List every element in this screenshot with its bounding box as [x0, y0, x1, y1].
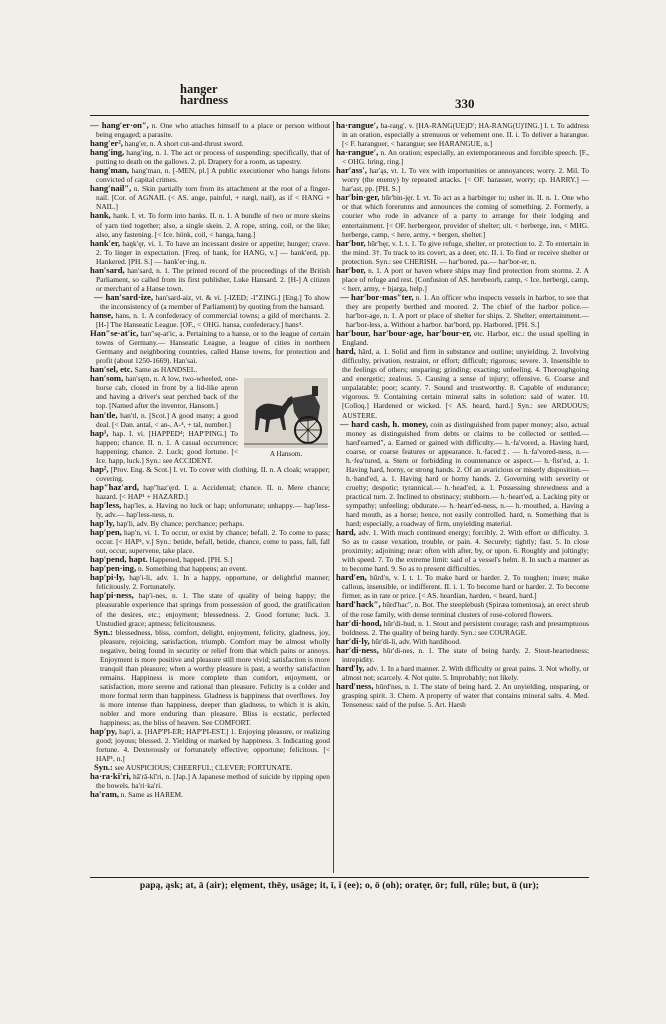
header-rule [90, 115, 589, 116]
headword: hap′pend, hapt. [90, 554, 148, 565]
headword: hanse, [90, 309, 114, 320]
headword: — hard cash, h. money, [340, 418, 428, 429]
headword: hap′pen, [90, 527, 122, 538]
definition: n. 1. A port or haven where ships may find protection from storms. 2. A place of refuge and rest. [Confusion of AS. herebeorh, camp, < Ice. herbergi, camp, < herr, army, + bjarga, help.] [342, 265, 589, 293]
definition: han″sę-at′ic, a. Pertaining to a hanse, or to the league of certain towns of Germany.— Hanseatic League, a league of cities in northern Germany and neighboring countries, called Hanse towns, for protection and profit (about 1250-1669). Han′sai. [96, 329, 330, 366]
headword: hap″haz′ard, [90, 481, 139, 492]
headword: hap², [90, 463, 109, 474]
definition: hap′les, a. Having no luck or hap; unfortunate; unhappy.— hap′less-ly, adv.— hap′less-ness, n. [96, 500, 330, 520]
headword: ha·ra·ki′ri, [90, 771, 131, 782]
dictionary-entry [90, 166, 330, 184]
headword: Syn.: [94, 762, 113, 773]
definition: hap′i-li, adv. 1. In a happy, opportune, or delightful manner; felicitously. 2. Fortunately. [96, 573, 330, 592]
headword: hard′ness, [336, 680, 374, 691]
figure-caption: A Hansom. [269, 450, 303, 459]
definition: adv. 1. With much continued energy; forcibly. 2. With effort or difficulty. 3. So as to cause vexation, trouble, or pain. 4. Securely; tightly; fast. 5. In close proximity; adjoining; near: often with after, by, or upon. 6. Roughly and joltingly; with speed. 7. To the extreme limit: said of a vessel's helm. 8. In such a manner as to become hard. 9. So as to present difficulties. [342, 528, 589, 574]
definition: hūr′bęr, v. I. t. 1. To give refuge, shelter, or protection to. 2. To entertain in the mind. 3†. To track to its covert, as a deer, etc. II. i. To find or receive shelter or protection. Syn.: see CHERISH. — har′bored, pa.— har′bor-er, n. [342, 238, 589, 266]
definition: hūr′di-li, adv. With hardihood. [371, 636, 461, 646]
definition: hank. I. vt. To form into hanks. II. n. 1. A bundle of two or more skeins of yarn tied together; also, a single skein. 2. A rope, string, coil, or the like; also, any fastening. [< Ice. hönk, coil, < hanga, hang.] [96, 211, 330, 239]
definition: n. Same as HAREM. [120, 790, 183, 800]
definition: hūr′di-hud, n. 1. Stout and persistent courage; rash and presumptuous boldness. 2. The quality of being hardy. Syn.: see COURAGE. [342, 618, 589, 637]
dictionary-entry [336, 239, 589, 266]
definition: hūrd′nes, n. 1. The state of being hard. 2. An unyielding, unsparing, or grasping spirit. 3. Chem. A property of water that contains mineral salts. 4. Med. Tenseness: said of the pulse. 5. Art. Harsh [342, 681, 589, 709]
dictionary-entry [336, 121, 589, 148]
dictionary-entry [90, 293, 330, 311]
dictionary-entry [90, 311, 330, 329]
headword: hap′less, [90, 499, 122, 510]
headword: hard, [336, 527, 356, 538]
definition: adv. 1. In a hard manner. 2. With difficulty or great pains. 3. Not wholly, or almost not; scarcely. 4. Not quite. 5. Improbably; not likely. [342, 663, 589, 682]
dictionary-entry [336, 528, 589, 573]
headword: — har′bor·mas″ter, [340, 291, 414, 302]
definition: han′sard-aiz, vt. & vi. [-IZED; -I″ZING.] [Eng.] To show the inconsistency of (a member of Parliament) by quoting from the hansard. [100, 292, 330, 311]
dictionary-entry [90, 528, 330, 555]
definition: haŋk′ęr, vi. 1. To have an incessant desire or appetite; hunger; crave. 2. To linger in expectation. [Freq. of hank, for HANG, v.] — hank′erd, pp. Hankered. [PH. S.] — hank′er·ing, n. [96, 238, 330, 266]
dictionary-entry [336, 347, 589, 419]
headword: har′bour, har′bour·age, har′bour·er, [336, 328, 472, 339]
dictionary-entry [90, 121, 330, 139]
definition: n. One who attaches himself to a place or person without being engaged; a parasite. [96, 121, 330, 140]
left-column [90, 121, 330, 876]
headword: har′ass′, [336, 165, 367, 176]
dictionary-entry [90, 211, 330, 238]
definition: hang′er, n. A short cut-and-thrust sword. [124, 139, 244, 149]
headword: hap′ly, [90, 518, 115, 529]
dictionary-entry [90, 266, 330, 293]
headword: hap′pen·ing, [90, 563, 137, 574]
headword: hank′er, [90, 237, 121, 248]
dictionary-entry [90, 148, 330, 166]
definition: han′sard, n. 1. The printed record of the proceedings of the British Parliament, so called from its first publisher, Luke Hansard. 2. [H-] A citizen or merchant of a Hanse town. [96, 265, 330, 293]
definition: hārd, a. 1. Solid and firm in substance and outline; unyielding. 2. Involving difficulty, privation, restraint, or effort; difficult; rigorous; severe. 3. Insensible to the feelings of others; unsparing; grinding; exacting; unfeeling. 4. Thoroughgoing and energetic; zealous. 5. Causing a sense of injury; offensive. 6. Coarse and unpalatable; poor; scanty. 7. Sound and trustworthy. 8. Capable of endurance; vigorous. 9. Containing certain mineral salts in solution: said of water. 10. [Colloq.] Hardened or wicked. [< AS. heard, hard.] Syn.: see ARDUOUS; AUSTERE. [342, 347, 589, 420]
definition: han′sęm, n. A low, two-wheeled, one-horse cab, closed in front by a lid-like apron and having a driver's seat perched back of the top. [Named after the inventor, Hansom.] [96, 374, 238, 411]
dictionary-entry [336, 166, 589, 193]
definition: hap. I. vi. [HAPPED⁴; HAP′PING.] To happen; chance. II. n. 1. A casual occurrence; happening; chance. 2. Luck; good fortune. [< Ice. happ, luck.] Syn.: see ACCIDENT. [96, 428, 238, 465]
headword: han′som, [90, 373, 124, 384]
headword: hang′er², [90, 138, 123, 149]
definition: hang′man, n. [-MEN, pl.] A public executioner who hangs felons convicted of capital crimes. [96, 166, 330, 185]
dictionary-entry [336, 600, 589, 618]
headword: hang′man, [90, 165, 129, 176]
definition: Happened, happed. [PH. S.] [149, 555, 233, 565]
dictionary-entry [336, 329, 589, 347]
headword: — han′sard·ize, [94, 291, 153, 302]
headword: hap′pi·ly, [90, 572, 125, 583]
headword: hap¹, [90, 427, 109, 438]
dictionary-entry [90, 573, 330, 591]
dictionary-entry [90, 772, 330, 790]
headword: hang′ing, [90, 147, 125, 158]
hansom-illustration [242, 376, 330, 462]
definition: hap′li, adv. By chance; perchance; perhaps. [116, 519, 245, 529]
headword: Syn.: [94, 626, 113, 637]
dictionary-entry [336, 682, 589, 709]
headword: hard′ly, [336, 662, 365, 673]
definition: n. Something that happens; an event. [137, 564, 247, 574]
definition: hap″haz′ęrd. I. a. Accidental; chance. II. n. Mere chance; hazard. [< HAP¹ + HAZARD.] [96, 482, 330, 501]
headword: ha·rangue′, [336, 147, 379, 158]
definition: etc. Harbor, etc.: the usual spelling in England. [342, 329, 589, 348]
dictionary-entry [336, 193, 589, 238]
headword: — hang′er·on″, [90, 121, 149, 130]
dictionary-entry [90, 329, 330, 365]
dictionary-entry [90, 184, 330, 211]
dictionary-entry [90, 727, 330, 763]
dictionary-entry [90, 465, 330, 483]
headword: han′tle, [90, 409, 118, 420]
headword: hang′nail″, [90, 183, 132, 194]
dictionary-entry [90, 365, 330, 374]
definition: hang′ing, n. 1. The act or process of suspending; specifically, that of putting to death on the gallows. 2. pl. Drapery for a room, as tapestry. [96, 148, 330, 167]
headword: har′di·ness, [336, 644, 379, 655]
definition: ha-raŋg′, v. [HA-RANG(UE)D′; HA-RANG(U)′ING.] I. t. To address in an oration, especially a strenuous or vehement one. II. i. To deliver a harangue. [< F. haranguer, < harangue; see HARANGUE, n.] [342, 121, 589, 149]
definition: har′ąs, vt. 1. To vex with importunities or annoyances; worry. 2. Mil. To worry (the enemy) by repeated attacks. [< OF. harasser, worry; cp. HARRY.] — har′ast, pp. [PH. S.] [342, 166, 589, 194]
dictionary-entry [90, 483, 330, 501]
headword: har′di·hood, [336, 617, 382, 628]
headword: Han″se·at′ic, [90, 328, 139, 339]
headword: har′bor, [336, 264, 366, 275]
headword: hap′py, [90, 726, 118, 737]
headword: han′sel, etc. [90, 364, 133, 375]
headword: hank, [90, 210, 111, 221]
headword: han′sard, [90, 264, 125, 275]
headword: hard, [336, 346, 356, 357]
dictionary-entry [90, 501, 330, 519]
guide-words [180, 84, 228, 106]
definition: n. Skin partially torn from its attachment at the root of a finger-nail. [Cor. of AGNAIL (< AS. ange, painful, + nægl, nail), as if < HANG + NAIL.] [96, 184, 330, 212]
dictionary-entry [90, 239, 330, 266]
definition: n. An oration; especially, an extemporaneous and forcible speech. [F., < OHG. hring, ring.] [342, 148, 589, 167]
dictionary-entry [336, 420, 589, 529]
guide-word-last: hardness [180, 93, 228, 107]
definition: n. 1. An officer who inspects vessels in harbor, to see that they are properly berthed and moored. 2. The chief of the harbor police.— har′bor-age, n. 1. A port or place of shelter for ships. 2. Shelter; entertainment.— har′bor-less, a. Without a harbor. har′bord, pp. Harbored. [PH. S.] [346, 292, 589, 330]
headword: hard′hack″, [336, 599, 381, 610]
pronunciation-key: papą, ąsk; at, ā (air); elęment, thēy, usāge; it, ī, ï (ee); o, ō (oh); oratęr, ōr; full, rūle; but, ū (ur); [139, 880, 540, 891]
headword: ha′ram, [90, 789, 119, 800]
definition: hap′n, vi. 1. To occur, or exist by chance; befall. 2. To come to pass; occur. [< HAP¹, v.] Syn.: betide, befall, betide, chance, come to pass, fall, fall out, occur, supervene, take place. [96, 528, 330, 556]
definition: hūr′bin-jęr. I. vt. To act as a harbinger to; usher in. II. n. 1. One who or that which forerunns and announces the coming of something. 2. Formerly, a courier who rode in advance of a party to arrange for their lodging and entertainment. [< OF. herbergeor, provider of shelter; ult. < herberge, inn, < MHG. herberge, camp, < here, army, + bergen, shelter.] [342, 193, 589, 239]
dictionary-entry [336, 664, 589, 682]
dictionary-entry [336, 646, 589, 664]
headword: har′bin·ger, [336, 192, 380, 203]
dictionary-entry [336, 293, 589, 329]
definition: hūrd′hac″, n. Bot. The steeplebush (Spiræa tomentosa), an erect shrub of the rose family, with dense terminal clusters of rose-colored flowers. [342, 600, 589, 619]
headword: ha·rangue′, [336, 121, 379, 130]
definition: [Prov. Eng. & Scot.] I. vt. To cover with clothing. II. n. A cloak; wrapper; covering. [96, 464, 330, 483]
definition: coin as distinguished from paper money; also, actual money as distinguished from debts or claims to be collected or settled.— hard′earned″, a. Earned or gained with difficulty.— h.·fa′vored, a. Having hard, coarse, or coarse features or appearance. h.·faced‡. — h.·fa′vored-ness, n.— h.·fea′tured, a. Stern or forbidding in countenance or aspect.— h.·fist′ed, a. 1. Having hard, horny, or strong hands. 2. Of an avaricious or miserly disposition.— h.·hand′ed, a. 1. Having hard or horny hands. 2. Governing with severity or cruelty; despotic; tyrannical.— h.·head′ed, a. 1. Possessing shrewdness and a practical turn. 2. Inclined to obstinacy; stubborn.— h.·heart′ed, a. Lacking pity or sympathy; unfeeling; obdurate.— h.·heart′ed-ness, n.— h.·mouthed, a. Having a hard mouth, as a horse; hence, not easily controlled. hard, n. Something that is hard; especially, a roadway of firm, unyielding material. [346, 419, 589, 529]
guide-word-first: hanger [180, 82, 218, 96]
footer-rule [90, 877, 589, 878]
dictionary-entry [336, 573, 589, 600]
headword: hap′pi·ness, [90, 590, 134, 601]
dictionary-entry [90, 139, 330, 148]
dictionary-entry [90, 564, 330, 573]
definition: hap′i-nes, n. 1. The state of quality of being happy; the pleasurable experience that springs from possession of good, the gratification of the desires, etc.; enjoyment; blessedness. 2. Good fortune; luck. 3. Unstudied grace; aptness; felicitousness. [96, 591, 330, 628]
hansom-cab-image [242, 376, 330, 450]
definition: see AUSPICIOUS; CHEERFUL; CLEVER; FORTUNATE. [114, 763, 293, 773]
definition: hap′i, a. [HAP′PI-ER; HAP′PI-EST.] 1. Enjoying pleasure, or realizing good; joyous; blessed. 2. Yielding or marked by happiness. 3. Indicating good fortune. 4. Dexterously or fortunately effective; opportune; felicitous. [< HAP¹, n.] [96, 727, 330, 764]
definition: blessedness, bliss, comfort, delight, enjoyment, felicity, gladness, joy, pleasure, rejoicing, satisfaction, triumph. Comfort may be almost wholly negative, being found in security or relief from that which pains or annoys. Enjoyment is more positive and pleasure still more vivid; satisfaction is more tranquil than pleasure; when a worthy pleasure is past, a worthy satisfaction remains. Happiness is more complete than comfort, enjoyment, or satisfaction, more serene and rational than pleasure. Felicity is a colder and more formal term than happiness. Gladness is happiness that overflows. Joy is more intense than happiness, deeper than gladness, to which it is akin, nobler and more enduring than pleasure. Bliss is ecstatic, perfected happiness; as, the bliss of heaven. See COMFORT. [100, 627, 330, 728]
dictionary-entry [336, 266, 589, 293]
definition: hūrd′n, v. I. t. 1. To make hard or harder. 2. To toughen; inure; make callous, insensible, or indifferent. II. i. 1. To become hard or harder. 2. To become firmer, as in rate or price. [< AS. heardian, harden, < heard, hard.] [342, 573, 589, 601]
headword: har′bor, [336, 237, 366, 248]
definition: hā′rā-kī′ri, n. [Jap.] A Japanese method of suicide by ripping open the bowels. ha′ri·ka′ri. [96, 772, 330, 791]
definition: han′tl, n. [Scot.] A good many; a good deal. [< Dan. antal, < an-, A-⁴, + tal, number.] [96, 410, 238, 429]
headword: har′di·ly, [336, 635, 370, 646]
headword: hard′en, [336, 572, 367, 583]
definition: hans, n. 1. A confederacy of commercial towns; a gild of merchants. 2. [H-] The Hanseatic League. [OF., < OHG. hansa, confederacy.] hans⁴. [96, 310, 330, 330]
dictionary-entry [336, 148, 589, 166]
column-divider [333, 121, 334, 873]
dictionary-entry [90, 519, 330, 528]
right-column [336, 121, 589, 876]
definition: hūr′di-nes, n. 1. The state of being hardy. 2. Stout-heartedness; intrepidity. [342, 645, 589, 664]
dictionary-entry [336, 619, 589, 637]
definition: Same as HANDSEL. [134, 365, 198, 375]
page-number: 330 [455, 96, 475, 111]
dictionary-entry [90, 790, 330, 799]
dictionary-entry [90, 591, 330, 627]
dictionary-entry [90, 628, 330, 728]
